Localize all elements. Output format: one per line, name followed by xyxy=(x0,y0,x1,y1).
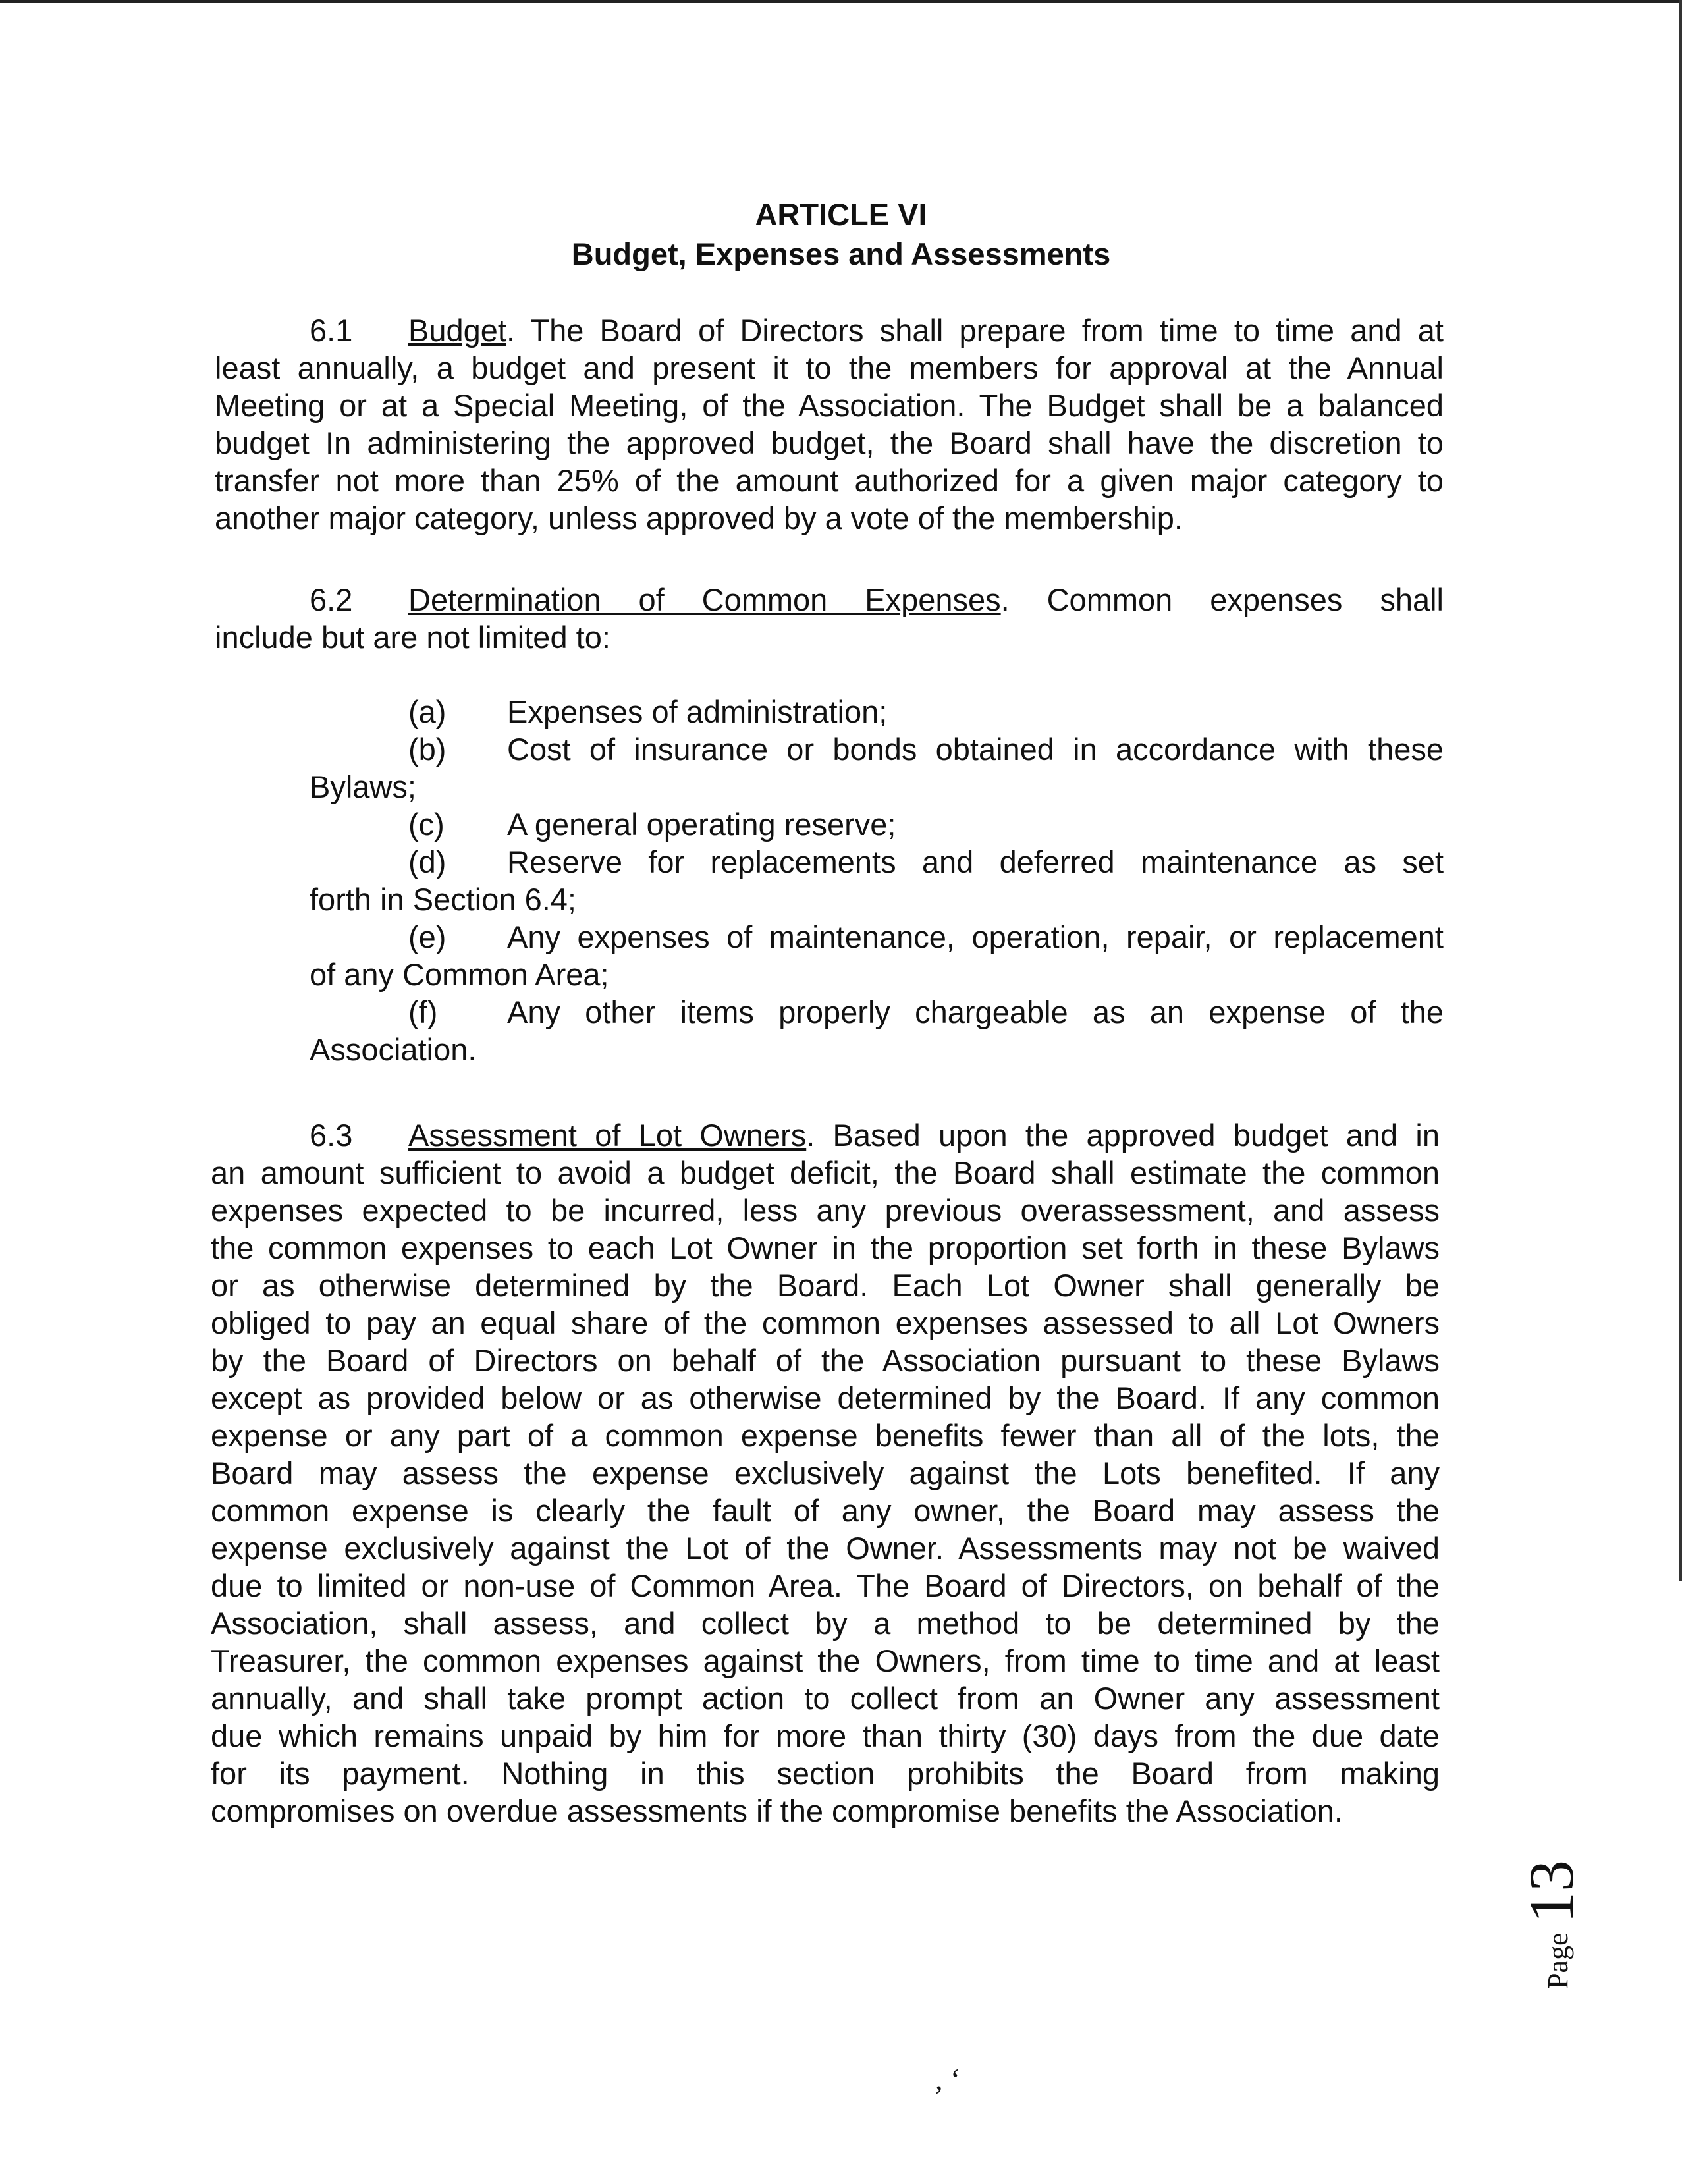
list-item xyxy=(310,730,1444,768)
list-item xyxy=(310,805,1444,843)
list-item xyxy=(310,918,1444,956)
item-label: (b) xyxy=(408,732,447,767)
paragraph-line: budget In administering the approved budget, the Board shall have the discretion to xyxy=(215,425,1444,460)
item-label: (e) xyxy=(408,919,447,954)
stray-handwritten-mark: , ‘ xyxy=(935,2062,961,2096)
item-text: Any other items properly chargeable as an expense of the xyxy=(507,995,1444,1029)
list-item xyxy=(310,993,1444,1031)
section-number: 6.2 xyxy=(310,582,353,617)
paragraph-line: due to limited or non-use of Common Area. The Board of Directors, on behalf of the xyxy=(211,1568,1440,1603)
section-6-1 xyxy=(215,312,1444,537)
item-continuation: of any Common Area; xyxy=(310,957,609,992)
section-title: Determination of Common Expenses xyxy=(408,582,1001,617)
paragraph-line: transfer not more than 25% of the amount authorized for a given major category to xyxy=(215,463,1444,498)
item-label: (c) xyxy=(408,807,445,842)
paragraph-line: or as otherwise determined by the Board. Each Lot Owner shall generally be xyxy=(211,1268,1440,1303)
item-label: (a) xyxy=(408,694,447,729)
paragraph-line: least annually, a budget and present it to the members for approval at the Annual xyxy=(215,350,1444,385)
paragraph-line: Meeting or at a Special Meeting, of the Association. The Budget shall be a balanced xyxy=(215,388,1444,423)
paragraph-line: Treasurer, the common expenses against the Owners, from time to time and at least xyxy=(211,1643,1440,1678)
paragraph-line: for its payment. Nothing in this section prohibits the Board from making xyxy=(211,1756,1440,1791)
article-title: Budget, Expenses and Assessments xyxy=(571,236,1111,271)
paragraph-line: the common expenses to each Lot Owner in the proportion set forth in these Bylaws xyxy=(211,1230,1440,1265)
paragraph-line: obliged to pay an equal share of the common expenses assessed to all Lot Owners xyxy=(211,1305,1440,1340)
article-number: ARTICLE VI xyxy=(755,197,927,232)
section-number: 6.3 xyxy=(310,1118,353,1153)
paragraph-line: include but are not limited to: xyxy=(215,620,610,655)
paragraph-line: compromises on overdue assessments if the compromise benefits the Association. xyxy=(211,1793,1343,1828)
section-6-2-first-line xyxy=(215,581,1444,618)
list-item xyxy=(310,843,1444,881)
item-continuation: forth in Section 6.4; xyxy=(310,882,576,917)
paragraph-line: an amount sufficient to avoid a budget deficit, the Board shall estimate the common xyxy=(211,1155,1440,1190)
item-label: (f) xyxy=(408,995,438,1029)
item-text: Reserve for replacements and deferred maintenance as set xyxy=(507,844,1444,879)
paragraph-line: . Based upon the approved budget and in xyxy=(806,1118,1440,1153)
section-number: 6.1 xyxy=(310,313,353,348)
paragraph-line: expense exclusively against the Lot of the Owner. Assessments may not be waived xyxy=(211,1531,1440,1566)
section-title: Assessment of Lot Owners xyxy=(408,1118,807,1153)
paragraph-line: common expense is clearly the fault of any owner, the Board may assess the xyxy=(211,1493,1440,1528)
paragraph-line: Association, shall assess, and collect by a method to be determined by the xyxy=(211,1606,1440,1641)
page-number: 13 xyxy=(1516,1860,1587,1923)
section-6-3 xyxy=(211,1116,1440,1830)
section-title: Budget xyxy=(408,313,506,348)
section-6-1-first-line xyxy=(215,312,1444,349)
paragraph-line: . Common expenses shall xyxy=(1000,582,1444,617)
item-text: Any expenses of maintenance, operation, repair, or replacement xyxy=(507,919,1444,954)
item-label: (d) xyxy=(408,844,447,879)
section-6-2 xyxy=(215,581,1444,656)
paragraph-line: expenses expected to be incurred, less any previous overassessment, and assess xyxy=(211,1193,1440,1228)
paragraph-line: . The Board of Directors shall prepare from time to time and at xyxy=(506,313,1444,348)
item-text: Cost of insurance or bonds obtained in accordance with these xyxy=(507,732,1444,767)
item-text: Expenses of administration; xyxy=(507,694,888,729)
section-6-3-first-line xyxy=(211,1116,1440,1154)
list-item xyxy=(310,693,1444,730)
page-number-stamp xyxy=(1515,1838,1646,2009)
item-text: A general operating reserve; xyxy=(507,807,896,842)
paragraph-line: expense or any part of a common expense benefits fewer than all of the lots, the xyxy=(211,1418,1440,1453)
page-number-svg xyxy=(1515,1838,1646,2009)
item-continuation: Association. xyxy=(310,1032,477,1067)
paragraph-line: by the Board of Directors on behalf of the Association pursuant to these Bylaws xyxy=(211,1343,1440,1378)
page-label: Page xyxy=(1542,1932,1574,1989)
paragraph-line: except as provided below or as otherwise determined by the Board. If any common xyxy=(211,1380,1440,1415)
expense-list xyxy=(310,693,1444,1068)
item-continuation: Bylaws; xyxy=(310,769,416,804)
paragraph-line: Board may assess the expense exclusively against the Lots benefited. If any xyxy=(211,1456,1440,1490)
paragraph-line: annually, and shall take prompt action to collect from an Owner any assessment xyxy=(211,1681,1440,1716)
paragraph-line: another major category, unless approved by a vote of the membership. xyxy=(215,501,1183,535)
paragraph-line: due which remains unpaid by him for more than thirty (30) days from the due date xyxy=(211,1718,1440,1753)
